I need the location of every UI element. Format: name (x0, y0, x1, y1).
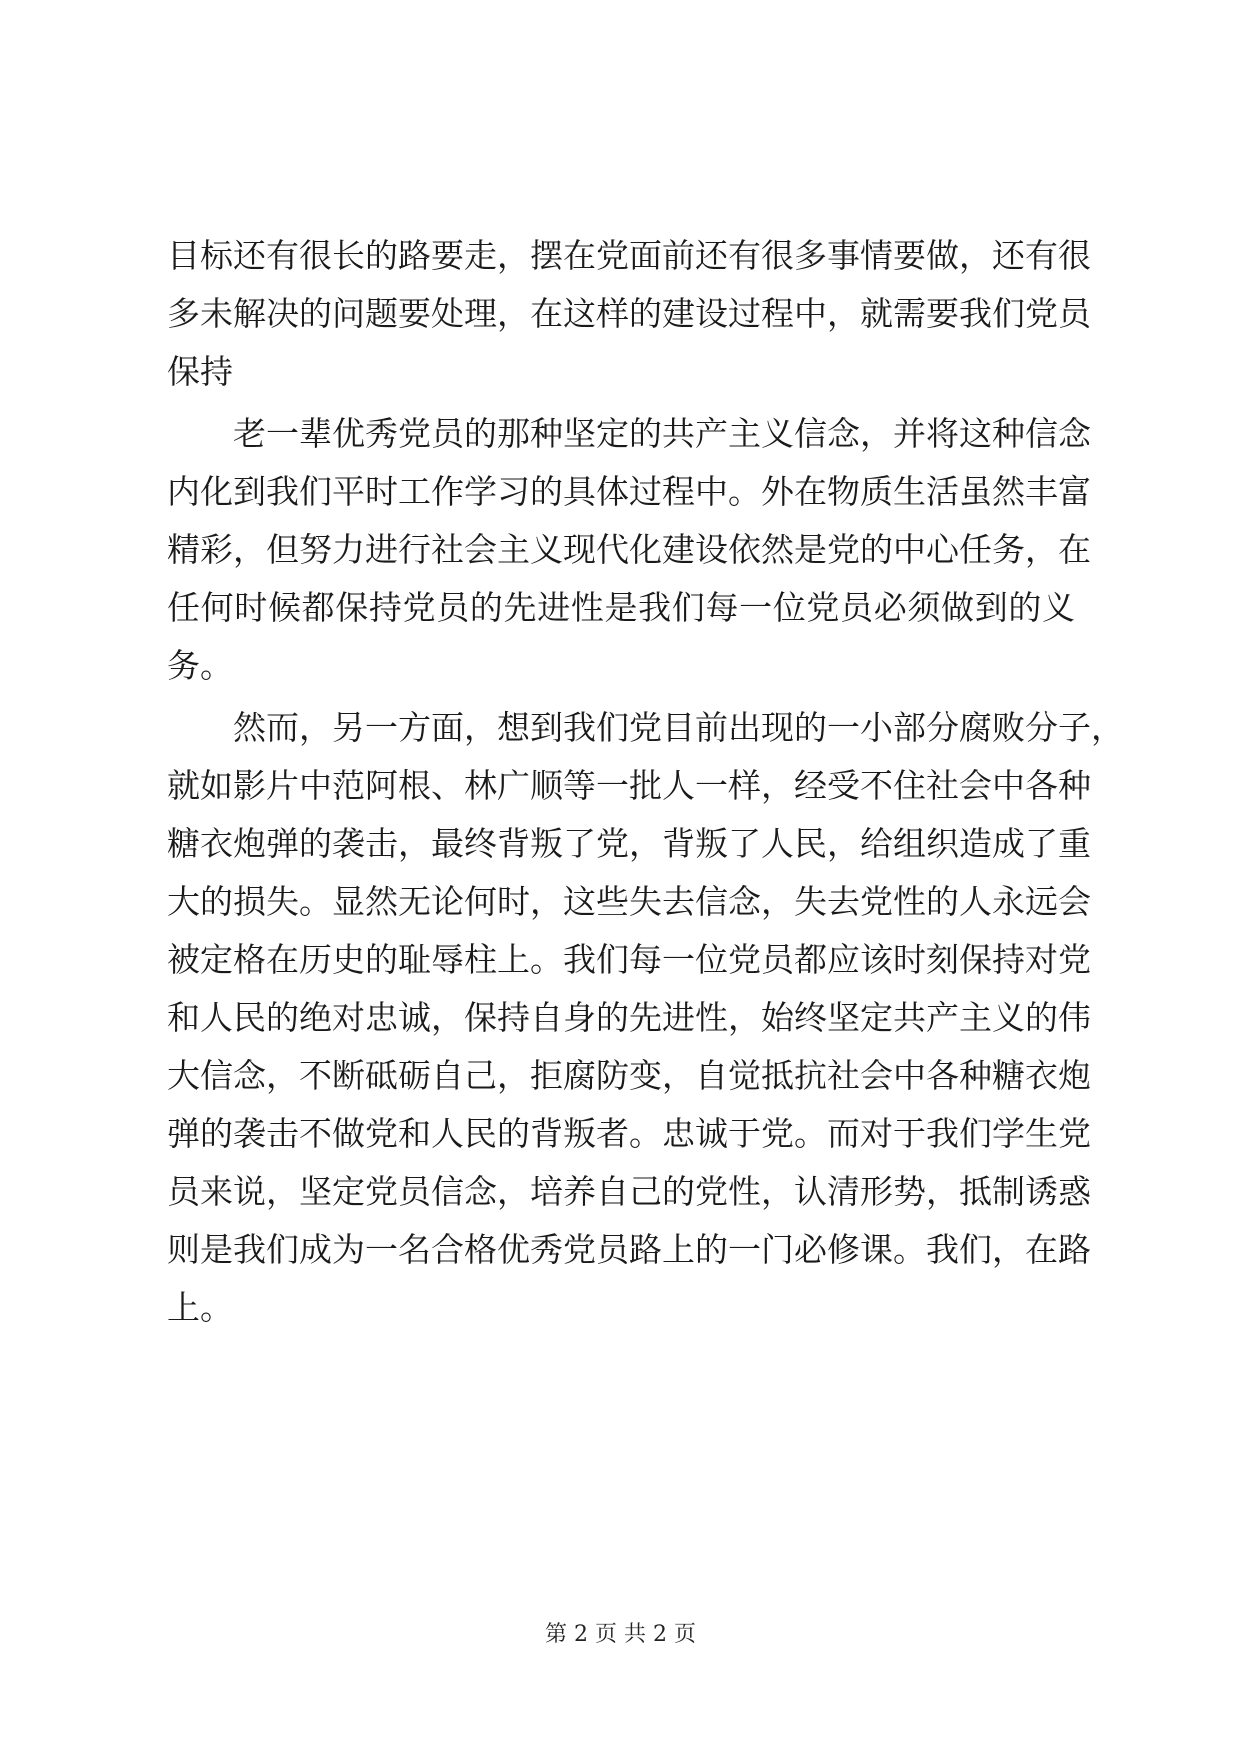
text-line: 然而，另一方面，想到我们党目前出现的一小部分腐败分子， (233, 708, 1124, 747)
text-line: 内化到我们平时工作学习的具体过程中。外在物质生活虽然丰富 (167, 472, 1091, 511)
text-line: 任何时候都保持党员的先进性是我们每一位党员必须做到的义 (167, 588, 1075, 627)
text-line: 就如影片中范阿根、林广顺等一批人一样，经受不住社会中各种 (167, 766, 1091, 805)
text-line: 大信念，不断砥砺自己，拒腐防变，自觉抵抗社会中各种糖衣炮 (167, 1056, 1091, 1095)
text-line: 精彩，但努力进行社会主义现代化建设依然是党的中心任务，在 (167, 530, 1091, 569)
text-line: 老一辈优秀党员的那种坚定的共产主义信念，并将这种信念 (233, 414, 1091, 453)
paragraph (167, 227, 1091, 401)
text-line: 和人民的绝对忠诚，保持自身的先进性，始终坚定共产主义的伟 (167, 998, 1091, 1037)
text-line: 弹的袭击不做党和人民的背叛者。忠诚于党。而对于我们学生党 (167, 1114, 1091, 1153)
text-line: 多未解决的问题要处理，在这样的建设过程中，就需要我们党员 (167, 294, 1091, 333)
paragraph (167, 405, 1091, 695)
text-line: 保持 (167, 352, 233, 391)
paragraph (167, 699, 1124, 1337)
text-line: 务。 (167, 646, 233, 685)
text-line: 被定格在历史的耻辱柱上。我们每一位党员都应该时刻保持对党 (167, 940, 1091, 979)
text-line: 则是我们成为一名合格优秀党员路上的一门必修课。我们，在路 (167, 1230, 1091, 1269)
text-line: 目标还有很长的路要走，摆在党面前还有很多事情要做，还有很 (167, 236, 1091, 275)
text-line: 糖衣炮弹的袭击，最终背叛了党，背叛了人民，给组织造成了重 (167, 824, 1091, 863)
page-footer: 第 2 页 共 2 页 (545, 1622, 696, 1647)
text-line: 大的损失。显然无论何时，这些失去信念，失去党性的人永远会 (167, 882, 1091, 921)
text-line: 上。 (167, 1288, 233, 1327)
document-body (167, 227, 1124, 1337)
text-line: 员来说，坚定党员信念，培养自己的党性，认清形势，抵制诱惑 (167, 1172, 1091, 1211)
